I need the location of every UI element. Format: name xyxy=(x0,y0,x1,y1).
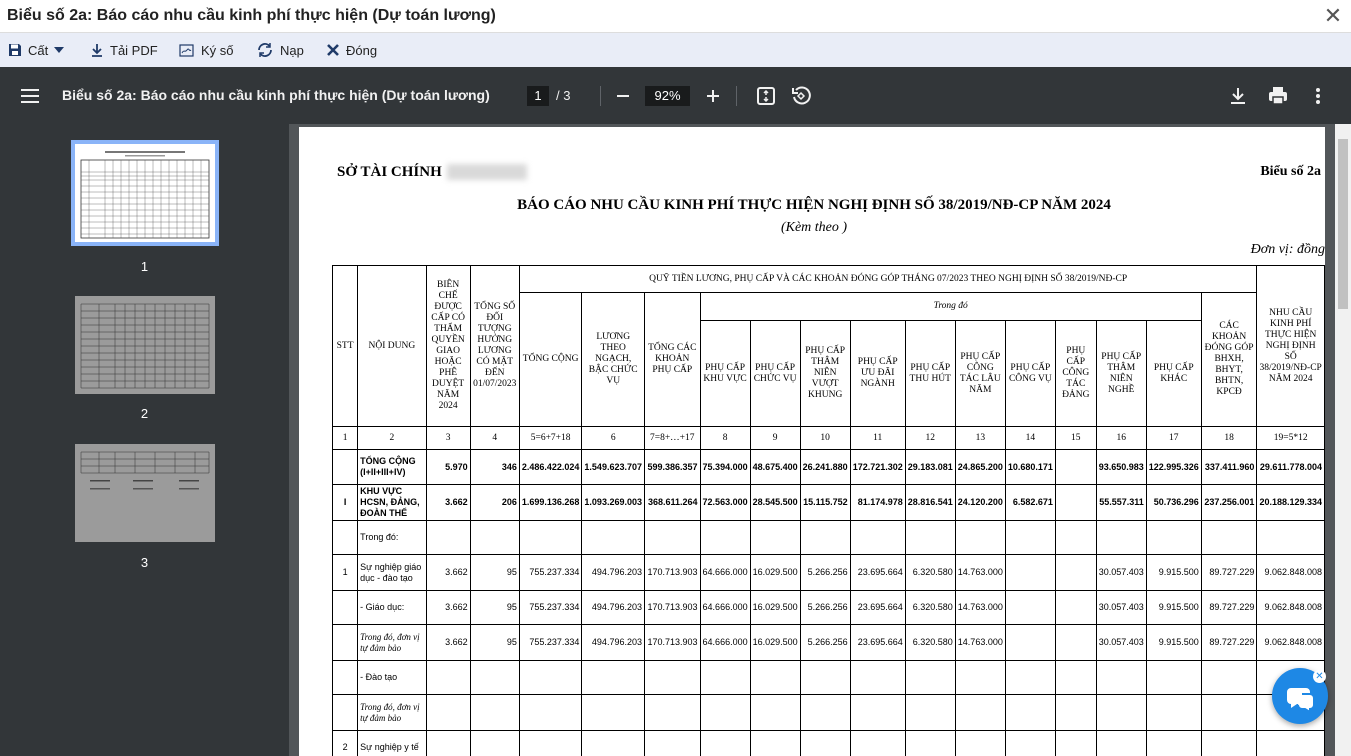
row-value xyxy=(1055,695,1096,731)
page-preview xyxy=(75,296,215,394)
table-row xyxy=(333,591,1325,625)
column-number: 5=6+7+18 xyxy=(519,427,582,450)
thumbnail-number: 3 xyxy=(140,555,149,570)
row-value: 6.320.580 xyxy=(905,625,955,661)
row-value: 64.666.000 xyxy=(700,625,750,661)
row-stt: I xyxy=(333,485,358,521)
row-value xyxy=(519,731,582,756)
table-row xyxy=(333,521,1325,555)
save-icon xyxy=(8,43,22,57)
row-value xyxy=(1096,695,1146,731)
save-label: Cất xyxy=(28,42,49,58)
header-beneficiaries: TỔNG SỐ ĐỐI TƯỢNG HƯỞNG LƯƠNG CÓ MẶT ĐẾN 01/07/2023 xyxy=(470,266,519,427)
header-allowance: PHỤ CẤP KHÁC xyxy=(1146,321,1201,427)
table-row xyxy=(333,661,1325,695)
row-value xyxy=(905,521,955,555)
header-total: TỔNG CỘNG xyxy=(519,293,582,427)
table-row xyxy=(333,485,1325,521)
header-stt: STT xyxy=(333,266,358,427)
header-allowance: PHỤ CẤP CHỨC VỤ xyxy=(750,321,800,427)
thumbnail-number: 1 xyxy=(140,259,149,274)
row-value: 9.062.848.008 xyxy=(1257,625,1325,661)
row-content: - Đào tạo xyxy=(358,661,426,695)
close-icon xyxy=(326,43,340,57)
row-content: Trong đó: xyxy=(358,521,426,555)
row-value: 16.029.500 xyxy=(750,591,800,625)
header-salary-fund: QUỸ TIỀN LƯƠNG, PHỤ CẤP VÀ CÁC KHOẢN ĐÓNG GÓP THÁNG 07/2023 THEO NGHỊ ĐỊNH SỐ 38/2019/NĐ-CP xyxy=(519,266,1257,293)
row-value: 3.662 xyxy=(426,485,470,521)
row-value xyxy=(700,695,750,731)
close-label: Đóng xyxy=(346,42,378,58)
row-value xyxy=(1201,731,1257,756)
sign-label: Ký số xyxy=(201,42,234,58)
column-number: 17 xyxy=(1146,427,1201,450)
save-button[interactable] xyxy=(8,33,64,67)
close-button[interactable] xyxy=(326,33,377,67)
column-number: 11 xyxy=(850,427,905,450)
menu-icon[interactable] xyxy=(18,84,42,108)
row-value xyxy=(470,695,519,731)
action-toolbar xyxy=(0,33,1351,67)
refresh-icon xyxy=(256,42,274,58)
zoom-level[interactable]: 92% xyxy=(645,86,690,106)
row-value xyxy=(470,661,519,695)
row-value: 599.386.357 xyxy=(644,450,700,485)
row-value: 9.915.500 xyxy=(1146,625,1201,661)
column-number: 12 xyxy=(905,427,955,450)
row-value: 5.266.256 xyxy=(800,625,850,661)
header-allowance: PHỤ CẤP THU HÚT xyxy=(905,321,955,427)
reload-button[interactable] xyxy=(256,33,304,67)
row-value xyxy=(750,521,800,555)
row-value: 1.549.623.707 xyxy=(582,450,645,485)
column-number: 3 xyxy=(426,427,470,450)
row-value: 755.237.334 xyxy=(519,591,582,625)
row-value: 14.763.000 xyxy=(955,591,1005,625)
row-value xyxy=(850,695,905,731)
row-value: 23.695.664 xyxy=(850,591,905,625)
row-value: 93.650.983 xyxy=(1096,450,1146,485)
divider xyxy=(600,86,601,106)
row-value: 237.256.001 xyxy=(1201,485,1257,521)
row-value xyxy=(1055,521,1096,555)
row-value: 29.611.778.004 xyxy=(1257,450,1325,485)
row-value: 3.662 xyxy=(426,625,470,661)
row-value xyxy=(1005,661,1055,695)
row-value xyxy=(905,731,955,756)
row-content: - Giáo dục: xyxy=(358,591,426,625)
page-count: / 3 xyxy=(556,88,571,103)
row-value xyxy=(905,695,955,731)
row-value xyxy=(800,731,850,756)
row-value: 9.062.848.008 xyxy=(1257,555,1325,591)
row-stt: 2 xyxy=(333,731,358,756)
row-value: 23.695.664 xyxy=(850,555,905,591)
column-number: 19=5*12 xyxy=(1257,427,1325,450)
row-value xyxy=(1201,661,1257,695)
sign-button[interactable] xyxy=(179,33,234,67)
column-number: 15 xyxy=(1055,427,1096,450)
rotate-icon[interactable] xyxy=(789,84,813,108)
close-window-icon[interactable]: ✕ xyxy=(1323,3,1343,28)
row-value: 6.320.580 xyxy=(905,591,955,625)
print-icon[interactable] xyxy=(1266,84,1290,108)
row-value xyxy=(1055,485,1096,521)
row-value xyxy=(644,521,700,555)
row-value: 29.183.081 xyxy=(905,450,955,485)
row-content: Sự nghiệp giáo dục - đào tạo xyxy=(358,555,426,591)
header-allowance: PHỤ CẤP THÂM NIÊN NGHỀ xyxy=(1096,321,1146,427)
row-value xyxy=(582,521,645,555)
download-pdf-label: Tải PDF xyxy=(110,42,158,58)
row-value xyxy=(1055,450,1096,485)
row-value: 9.915.500 xyxy=(1146,591,1201,625)
row-value: 755.237.334 xyxy=(519,555,582,591)
row-value xyxy=(426,521,470,555)
row-value xyxy=(1005,695,1055,731)
row-value xyxy=(1257,521,1325,555)
row-value: 6.320.580 xyxy=(905,555,955,591)
row-value: 170.713.903 xyxy=(644,591,700,625)
page-preview xyxy=(75,444,215,542)
row-value: 3.662 xyxy=(426,591,470,625)
header-contributions: CÁC KHOẢN ĐÓNG GÓP BHXH, BHYT, BHTN, KPCĐ xyxy=(1201,293,1257,427)
header-base-salary: LƯƠNG THEO NGẠCH, BẬC CHỨC VỤ xyxy=(582,293,645,427)
row-value xyxy=(955,731,1005,756)
row-value: 95 xyxy=(470,555,519,591)
table-row xyxy=(333,450,1325,485)
row-value: 1.093.269.003 xyxy=(582,485,645,521)
row-value: 206 xyxy=(470,485,519,521)
reload-label: Nạp xyxy=(280,42,304,58)
window-titlebar xyxy=(0,0,1351,33)
row-value xyxy=(1055,625,1096,661)
redacted-text xyxy=(447,164,527,180)
header-allowance-total: TỔNG CÁC KHOẢN PHỤ CẤP xyxy=(644,293,700,427)
row-stt: 1 xyxy=(333,555,358,591)
row-value: 14.763.000 xyxy=(955,625,1005,661)
row-content: KHU VỰC HCSN, ĐẢNG, ĐOÀN THỂ xyxy=(358,485,426,521)
row-value xyxy=(470,521,519,555)
column-number: 1 xyxy=(333,427,358,450)
thumbnail-sidebar xyxy=(0,124,289,756)
row-value: 26.241.880 xyxy=(800,450,850,485)
report-subheading: (Kèm theo ) xyxy=(780,220,848,235)
row-stt xyxy=(333,450,358,485)
row-value xyxy=(426,661,470,695)
page-thumbnail[interactable] xyxy=(75,444,215,542)
row-value: 14.763.000 xyxy=(955,555,1005,591)
column-number: 14 xyxy=(1005,427,1055,450)
row-value: 95 xyxy=(470,591,519,625)
download-pdf-button[interactable] xyxy=(90,33,158,67)
row-value: 24.865.200 xyxy=(955,450,1005,485)
row-value: 55.557.311 xyxy=(1096,485,1146,521)
header-within: Trong đó xyxy=(700,293,1201,321)
row-value xyxy=(955,521,1005,555)
table-row xyxy=(333,625,1325,661)
row-value: 89.727.229 xyxy=(1201,625,1257,661)
header-allowance: PHỤ CẤP ƯU ĐÃI NGÀNH xyxy=(850,321,905,427)
column-number: 16 xyxy=(1096,427,1146,450)
download-icon[interactable] xyxy=(1226,84,1250,108)
row-stt xyxy=(333,661,358,695)
row-value: 95 xyxy=(470,625,519,661)
column-number: 10 xyxy=(800,427,850,450)
row-value xyxy=(1096,521,1146,555)
row-value: 15.115.752 xyxy=(800,485,850,521)
row-stt xyxy=(333,591,358,625)
zoom-in-icon[interactable] xyxy=(701,84,725,108)
row-value xyxy=(850,661,905,695)
row-value xyxy=(1201,521,1257,555)
row-value: 64.666.000 xyxy=(700,591,750,625)
more-options-icon[interactable] xyxy=(1306,84,1330,108)
row-value xyxy=(1055,591,1096,625)
column-number: 18 xyxy=(1201,427,1257,450)
row-value xyxy=(905,661,955,695)
row-value: 50.736.296 xyxy=(1146,485,1201,521)
row-value: 16.029.500 xyxy=(750,555,800,591)
row-content: Trong đó, đơn vị tự đảm bảo xyxy=(358,695,426,731)
row-value: 30.057.403 xyxy=(1096,625,1146,661)
column-number: 6 xyxy=(582,427,645,450)
row-value: 20.188.129.334 xyxy=(1257,485,1325,521)
divider xyxy=(736,86,737,106)
row-value xyxy=(1005,731,1055,756)
row-value xyxy=(1005,555,1055,591)
row-value: 9.915.500 xyxy=(1146,555,1201,591)
row-value: 30.057.403 xyxy=(1096,555,1146,591)
row-value: 9.062.848.008 xyxy=(1257,591,1325,625)
page-thumbnail[interactable] xyxy=(75,296,215,394)
row-value xyxy=(582,695,645,731)
row-value xyxy=(1201,695,1257,731)
row-value xyxy=(955,661,1005,695)
row-value xyxy=(519,695,582,731)
page-preview xyxy=(75,144,215,242)
row-value xyxy=(1146,521,1201,555)
row-stt xyxy=(333,625,358,661)
row-value xyxy=(800,661,850,695)
report-heading: BÁO CÁO NHU CẦU KINH PHÍ THỰC HIỆN NGHỊ ĐỊNH SỐ 38/2019/NĐ-CP NĂM 2024 xyxy=(517,197,1111,213)
row-value xyxy=(644,661,700,695)
fit-page-icon[interactable] xyxy=(754,84,778,108)
table-row xyxy=(333,695,1325,731)
row-value: 2.486.422.024 xyxy=(519,450,582,485)
row-value: 16.029.500 xyxy=(750,625,800,661)
organization-name: SỞ TÀI CHÍNH xyxy=(337,164,442,180)
row-value xyxy=(700,731,750,756)
header-allowance: PHỤ CẤP THÂM NIÊN VƯỢT KHUNG xyxy=(800,321,850,427)
document-viewer[interactable] xyxy=(289,124,1351,756)
pdf-page xyxy=(299,127,1325,756)
table-row xyxy=(333,555,1325,591)
dismiss-chat-icon[interactable]: ✕ xyxy=(1313,670,1326,683)
row-value: 72.563.000 xyxy=(700,485,750,521)
row-value: 494.796.203 xyxy=(582,591,645,625)
column-number: 13 xyxy=(955,427,1005,450)
document-title: Biểu số 2a: Báo cáo nhu cầu kinh phí thực hiện (Dự toán lương) xyxy=(62,87,490,103)
header-allowance: PHỤ CẤP CÔNG VỤ xyxy=(1005,321,1055,427)
row-value xyxy=(850,731,905,756)
row-value xyxy=(1146,661,1201,695)
scrollbar-thumb[interactable] xyxy=(1338,139,1348,309)
row-value xyxy=(1055,731,1096,756)
row-value: 24.120.200 xyxy=(955,485,1005,521)
row-value xyxy=(700,521,750,555)
column-number: 4 xyxy=(470,427,519,450)
row-value xyxy=(1146,731,1201,756)
row-value xyxy=(750,695,800,731)
row-value: 170.713.903 xyxy=(644,625,700,661)
column-number: 2 xyxy=(358,427,426,450)
row-value xyxy=(750,661,800,695)
row-value: 346 xyxy=(470,450,519,485)
row-value xyxy=(426,731,470,756)
row-value xyxy=(582,661,645,695)
row-value xyxy=(1005,625,1055,661)
row-value: 30.057.403 xyxy=(1096,591,1146,625)
row-value: 5.970 xyxy=(426,450,470,485)
zoom-out-icon[interactable] xyxy=(611,84,635,108)
report-table xyxy=(332,265,1325,756)
row-value: 1.699.136.268 xyxy=(519,485,582,521)
row-value: 5.266.256 xyxy=(800,591,850,625)
row-value: 755.237.334 xyxy=(519,625,582,661)
row-value xyxy=(1005,591,1055,625)
signature-icon xyxy=(179,43,195,57)
column-number-row xyxy=(333,427,1325,450)
page-thumbnail[interactable] xyxy=(75,144,215,242)
column-number: 8 xyxy=(700,427,750,450)
row-value: 5.266.256 xyxy=(800,555,850,591)
row-content: Trong đó, đơn vị tự đảm bảo xyxy=(358,625,426,661)
row-value: 81.174.978 xyxy=(850,485,905,521)
row-value xyxy=(800,695,850,731)
row-value: 75.394.000 xyxy=(700,450,750,485)
vertical-scrollbar[interactable] xyxy=(1335,124,1351,756)
row-content: Sự nghiệp y tế xyxy=(358,731,426,756)
row-value: 6.582.671 xyxy=(1005,485,1055,521)
row-value: 170.713.903 xyxy=(644,555,700,591)
pdf-viewer-toolbar xyxy=(0,67,1351,124)
row-value: 122.995.326 xyxy=(1146,450,1201,485)
row-value xyxy=(1096,661,1146,695)
row-value: 3.662 xyxy=(426,555,470,591)
header-allowance: PHỤ CẤP CÔNG TÁC LÂU NĂM xyxy=(955,321,1005,427)
header-allowance: PHỤ CẤP KHU VỰC xyxy=(700,321,750,427)
thumbnail-number: 2 xyxy=(140,406,149,421)
row-value xyxy=(519,661,582,695)
column-number: 9 xyxy=(750,427,800,450)
table-row xyxy=(333,731,1325,756)
page-number-input[interactable]: 1 xyxy=(527,86,549,106)
row-value xyxy=(800,521,850,555)
row-value xyxy=(1055,661,1096,695)
row-content: TỔNG CỘNG (I+II+III+IV) xyxy=(358,450,426,485)
row-value: 64.666.000 xyxy=(700,555,750,591)
row-value: 28.816.541 xyxy=(905,485,955,521)
column-number: 7=8+…+17 xyxy=(644,427,700,450)
row-value xyxy=(850,521,905,555)
row-value xyxy=(1257,731,1325,756)
row-value xyxy=(1055,555,1096,591)
download-icon xyxy=(90,43,104,57)
row-value xyxy=(644,731,700,756)
window-title: Biểu số 2a: Báo cáo nhu cầu kinh phí thực hiện (Dự toán lương) xyxy=(7,7,496,24)
row-value xyxy=(582,731,645,756)
row-value xyxy=(426,695,470,731)
row-value: 337.411.960 xyxy=(1201,450,1257,485)
row-value: 368.611.264 xyxy=(644,485,700,521)
row-value xyxy=(1096,731,1146,756)
row-value: 89.727.229 xyxy=(1201,591,1257,625)
row-value: 494.796.203 xyxy=(582,625,645,661)
header-staff-quota: BIÊN CHẾ ĐƯỢC CẤP CÓ THẨM QUYỀN GIAO HOẶC PHÊ DUYỆT NĂM 2024 xyxy=(426,266,470,427)
row-value xyxy=(955,695,1005,731)
row-value: 172.721.302 xyxy=(850,450,905,485)
currency-unit: Đơn vị: đồng xyxy=(1250,242,1325,257)
caret-down-icon xyxy=(54,47,64,53)
row-value: 10.680.171 xyxy=(1005,450,1055,485)
header-funding-need: NHU CẦU KINH PHÍ THỰC HIỆN NGHỊ ĐỊNH SỐ 38/2019/NĐ-CP NĂM 2024 xyxy=(1257,266,1325,427)
row-value: 28.545.500 xyxy=(750,485,800,521)
row-value xyxy=(519,521,582,555)
row-value: 89.727.229 xyxy=(1201,555,1257,591)
row-value xyxy=(644,695,700,731)
row-value: 48.675.400 xyxy=(750,450,800,485)
row-stt xyxy=(333,521,358,555)
row-value xyxy=(750,731,800,756)
form-number: Biểu số 2a xyxy=(1260,164,1321,179)
row-value xyxy=(470,731,519,756)
row-value: 494.796.203 xyxy=(582,555,645,591)
row-value xyxy=(700,661,750,695)
row-value xyxy=(1146,695,1201,731)
header-content: NỘI DUNG xyxy=(358,266,426,427)
row-value: 23.695.664 xyxy=(850,625,905,661)
row-value xyxy=(1005,521,1055,555)
header-allowance: PHỤ CẤP CÔNG TÁC ĐẢNG xyxy=(1055,321,1096,427)
row-stt xyxy=(333,695,358,731)
